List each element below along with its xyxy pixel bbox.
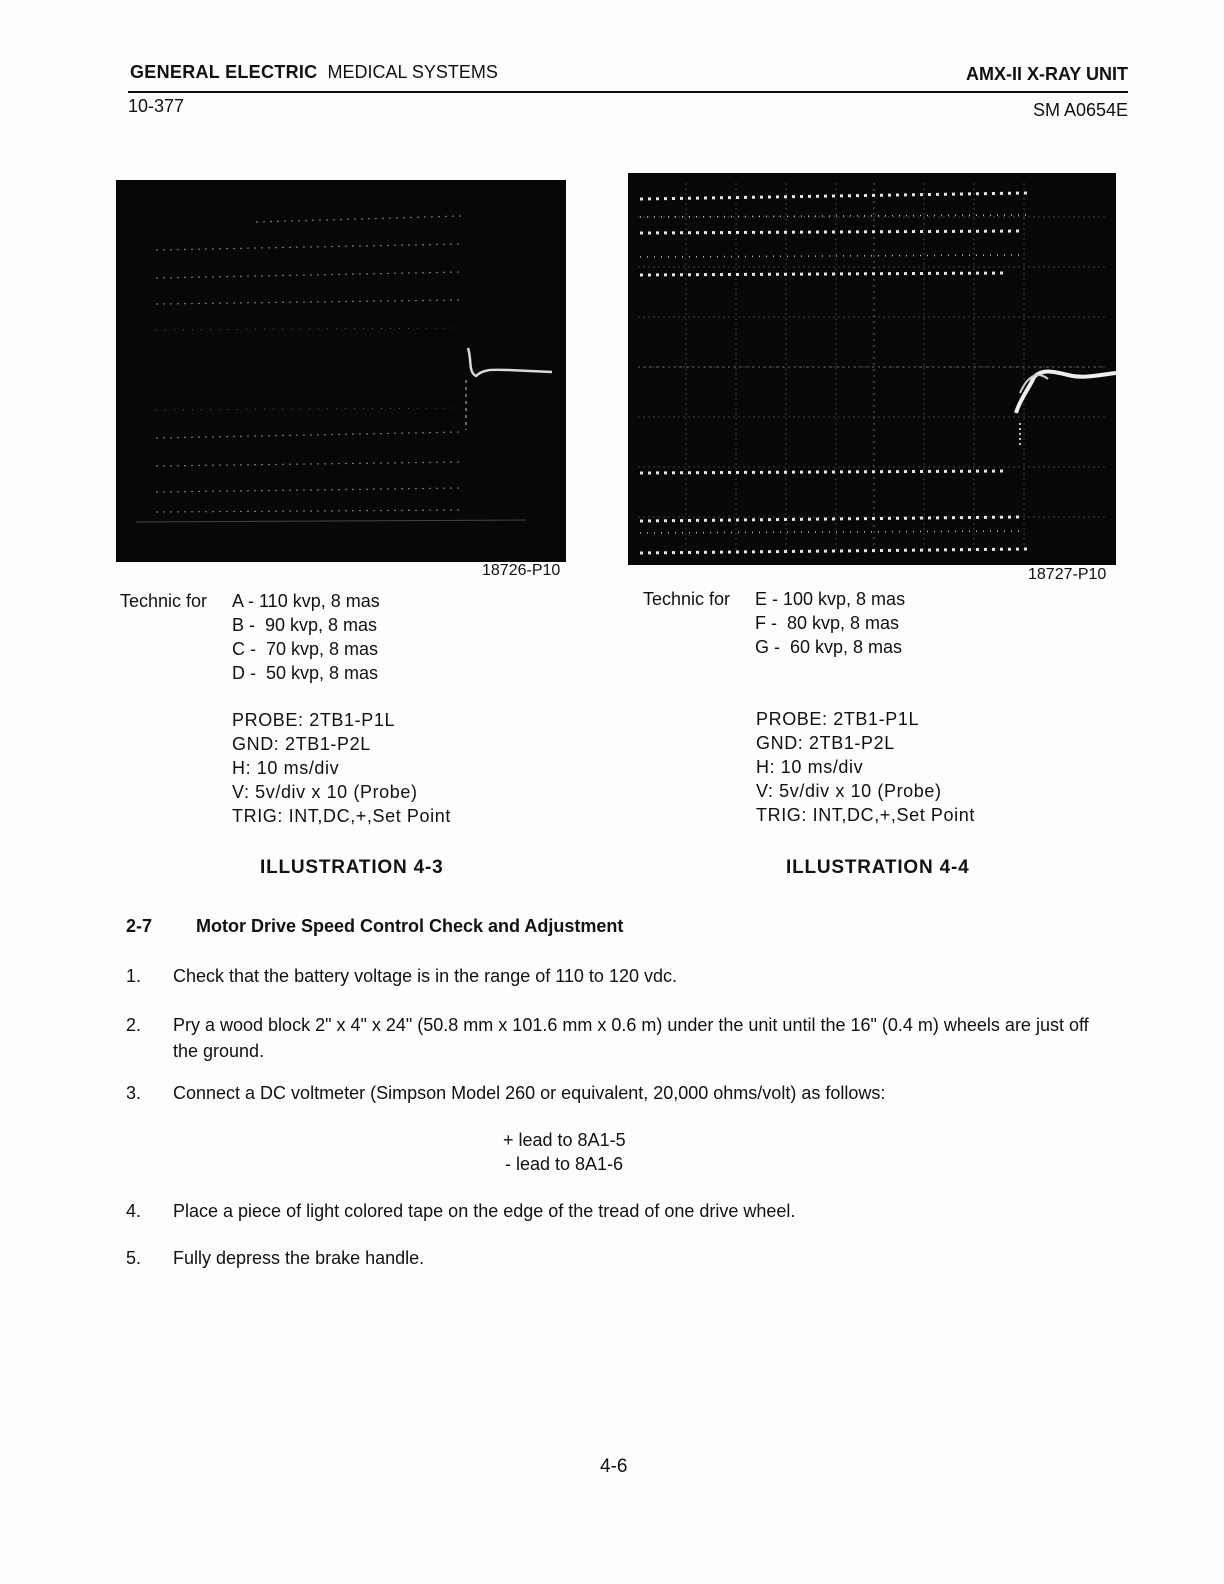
oscilloscope-photo-right (628, 173, 1116, 565)
technic-line (120, 613, 380, 637)
technic-block-right (643, 587, 905, 659)
technic-line (643, 635, 905, 659)
illustration-caption-left: ILLUSTRATION 4-3 (260, 857, 444, 878)
product-title: AMX-II X-RAY UNIT (965, 64, 1128, 84)
negative-lead: - lead to 8A1-6 (505, 1154, 624, 1174)
setup-vertical: V: 5v/div x 10 (Probe) (756, 781, 942, 801)
section-title: Motor Drive Speed Control Check and Adjustment (196, 916, 624, 936)
oscilloscope-trace-right (628, 173, 1116, 565)
photo-id-left: 18726-P10 (482, 562, 561, 579)
step-text: Check that the battery voltage is in the range of 110 to 120 vdc. (173, 966, 677, 986)
technic-line (643, 611, 905, 635)
technic-label: Technic for (120, 591, 208, 611)
setup-probe: PROBE: 2TB1-P1L (232, 710, 396, 730)
technic-value: G - 60 kvp, 8 mas (755, 637, 903, 657)
technic-value: D - 50 kvp, 8 mas (232, 663, 379, 683)
procedure-step (126, 1012, 1116, 1064)
positive-lead: + lead to 8A1-5 (503, 1130, 626, 1150)
procedure-step (126, 1245, 1116, 1271)
step-number: 1. (126, 966, 142, 986)
technic-value: C - 70 kvp, 8 mas (232, 639, 379, 659)
setup-gnd: GND: 2TB1-P2L (756, 733, 895, 753)
technic-line (120, 589, 380, 613)
illustration-caption-right: ILLUSTRATION 4-4 (786, 857, 970, 878)
setup-horizontal: H: 10 ms/div (232, 758, 340, 778)
voltmeter-leads (503, 1128, 626, 1176)
doc-number: 10-377 (128, 96, 185, 116)
procedure-step (126, 1080, 1116, 1106)
setup-probe: PROBE: 2TB1-P1L (756, 709, 920, 729)
setup-horizontal: H: 10 ms/div (756, 757, 864, 777)
scope-setup-left (232, 708, 451, 828)
step-number: 5. (126, 1248, 142, 1268)
technic-value: F - 80 kvp, 8 mas (755, 613, 900, 633)
section-number: 2-7 (126, 916, 153, 936)
photo-id-right: 18727-P10 (1028, 566, 1107, 583)
technic-value: B - 90 kvp, 8 mas (232, 615, 378, 635)
step-number: 2. (126, 1015, 142, 1035)
step-text: Connect a DC voltmeter (Simpson Model 260 or equivalent, 20,000 ohms/volt) as follows: (173, 1083, 886, 1103)
technic-line (643, 587, 905, 611)
technic-line (120, 661, 380, 685)
setup-trigger: TRIG: INT,DC,+,Set Point (232, 806, 451, 826)
procedure-step (126, 963, 1116, 989)
company-header (130, 62, 498, 83)
setup-vertical: V: 5v/div x 10 (Probe) (232, 782, 418, 802)
setup-trigger: TRIG: INT,DC,+,Set Point (756, 805, 975, 825)
page-number: 4-6 (600, 1456, 628, 1477)
division-name: MEDICAL SYSTEMS (327, 62, 498, 82)
technic-line (120, 637, 380, 661)
sm-number: SM A0654E (1032, 100, 1128, 120)
procedure-step (126, 1198, 1116, 1224)
technic-value: A - 110 kvp, 8 mas (232, 591, 380, 611)
step-text: Pry a wood block 2" x 4" x 24" (50.8 mm x 101.6 mm x 0.6 m) under the unit until the 16" (0.4 m) wheels are just off the ground. (173, 1015, 1089, 1061)
step-text: Place a piece of light colored tape on the edge of the tread of one drive wheel. (173, 1201, 796, 1221)
technic-value: E - 100 kvp, 8 mas (755, 589, 906, 609)
step-number: 3. (126, 1083, 142, 1103)
oscilloscope-trace-left (116, 180, 566, 562)
scope-setup-right (756, 707, 975, 827)
company-name: GENERAL ELECTRIC (130, 62, 318, 82)
oscilloscope-photo-left (116, 180, 566, 562)
setup-gnd: GND: 2TB1-P2L (232, 734, 371, 754)
technic-block-left (120, 589, 380, 685)
section-heading (126, 916, 623, 937)
step-number: 4. (126, 1201, 142, 1221)
technic-label: Technic for (643, 589, 731, 609)
step-text: Fully depress the brake handle. (173, 1248, 425, 1268)
header-rule (128, 91, 1128, 93)
